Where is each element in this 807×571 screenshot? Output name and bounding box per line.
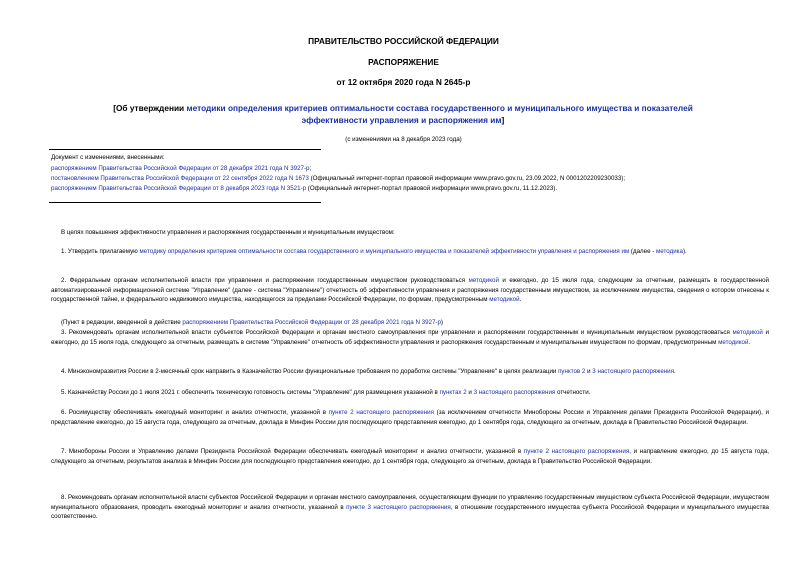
methodology-link[interactable]: методикой	[732, 329, 763, 336]
item-2-link[interactable]: пункте 2 настоящего распоряжения	[328, 409, 434, 416]
methodology-link[interactable]: методику определения критериев оптимальности состава государственного и муниципального имущества и показателей эффективности управления и распоряжения им	[139, 248, 630, 255]
government-title: ПРАВИТЕЛЬСТВО РОССИЙСКОЙ ФЕДЕРАЦИИ	[308, 36, 499, 46]
paragraph-2: 2. Федеральным органам исполнительной власти при управлении и распоряжении государственным имуществом руководствоваться методикой и ежегодно, до 15 июля года, следующим за отчетным, размещать в государственной автоматизированной информационной системе "Управление" (далее - система "Управление") отчетность об эффективности управления и распоряжения государственным имуществом, за исключением имущества, сведения о котором отнесены к государственной тайне, и федерального недвижимого имущества, находящегося за пределами Российской Федерации, по формам, предусмотренным методикой.	[51, 277, 769, 304]
methodology-link[interactable]: методикой	[718, 338, 749, 346]
methodology-link[interactable]: методикой	[489, 296, 520, 304]
changes-intro: Документ с изменениями, внесенными:	[51, 154, 165, 161]
paragraph-1: 1. Утвердить прилагаемую методику определения критериев оптимальности состава государственного и муниципального имущества и показателей эффективности управления и распоряжения им (далее - методика).	[61, 248, 687, 255]
item-2-link[interactable]: пунктов 2	[558, 368, 586, 375]
paragraph-6: 6. Росимуществу обеспечивать ежегодный мониторинг и анализ отчетности, указанной в пункте 2 настоящего распоряжения (за исключением отчетности Минобороны России и Управления делами Президента Российской Федерации), и представление ежегодно, до 15 августа года, следующего за отчетным, доклада в Минфин России для последующего представления ежегодно, до 1 сентября года, следующего за отчетным, доклада в Правительство Российской Федерации.	[51, 409, 769, 426]
document-type: РАСПОРЯЖЕНИЕ	[368, 57, 439, 67]
paragraph-5: 5. Казначейству России до 1 июля 2021 г. обеспечить техническую готовность системы "Управление" для размещения указанной в пунктах 2 и 3 настоящего распоряжения отчетности.	[61, 389, 591, 396]
paragraph-2-note: (Пункт в редакции, введенной в действие распоряжением Правительства Российской Федерации от 28 декабря 2021 года N 3927-р)	[61, 319, 443, 326]
preamble: В целях повышения эффективности управления и распоряжения государственным и муниципальным имуществом:	[61, 229, 395, 236]
document-subject	[80, 102, 726, 126]
item-3-link[interactable]: пункте 3 настоящего распоряжения	[346, 503, 451, 511]
amendment-link-2[interactable]: постановлением Правительства Российской Федерации от 22 сентября 2022 года N 1673	[51, 175, 309, 182]
amended-note: (с изменениями на 8 декабря 2023 года)	[345, 136, 462, 143]
changes-bottom-divider	[49, 202, 321, 203]
paragraph-4: 4. Минэкономразвития России в 2-месячный срок направить в Казначейство России функциональные требования по доработке системы "Управление" в целях реализации пунктов 2 и 3 настоящего распоряжения.	[61, 368, 676, 375]
item-2-link[interactable]: пунктах 2	[439, 389, 467, 396]
amendment-link-1[interactable]: распоряжением Правительства Российской Федерации от 28 декабря 2021 года N 3927-р	[51, 165, 310, 172]
subject-open: [Об утверждении	[113, 103, 187, 113]
item-3-link[interactable]: 3 настоящего распоряжения	[592, 368, 674, 375]
methodology-short-link[interactable]: методика	[656, 248, 683, 255]
item-2-link[interactable]: пункте 2 настоящего распоряжения	[523, 448, 630, 455]
item-3-link[interactable]: 3 настоящего распоряжения	[473, 389, 556, 396]
changes-item: распоряжением Правительства Российской Федерации от 8 декабря 2023 года N 3521-р (Официальный интернет-портал правовой информации www.pravo.gov.ru, 11.12.2023).	[51, 185, 558, 192]
amendment-link[interactable]: распоряжением Правительства Российской Федерации от 28 декабря 2021 года N 3927-р	[182, 319, 441, 326]
paragraph-8: 8. Рекомендовать органам исполнительной власти субъектов Российской Федерации и органам местного самоуправления, осуществляющим функции по управлению государственным имуществом субъекта Российской Федерации, имуществом муниципального образования, проводить ежегодный мониторинг и анализ отчетности, указанной в пункте 3 настоящего распоряжения, в отношении государственного имущества субъекта Российской Федерации и муниципального имущества соответственно.	[51, 494, 769, 521]
document-date-number: от 12 октября 2020 года N 2645-р	[336, 77, 471, 87]
changes-top-divider	[49, 149, 321, 150]
methodology-link[interactable]: методикой	[468, 277, 499, 284]
subject-close: ]	[501, 115, 505, 125]
subject-methodology-link[interactable]: методики определения критериев оптимальности состава государственного и муниципального имущества и показателей эффективности управления и распоряжения им	[186, 103, 693, 125]
paragraph-7: 7. Минобороны России и Управлению делами Президента Российской Федерации обеспечивать ежегодный мониторинг и анализ отчетности, указанной в пункте 2 настоящего распоряжения, и направление ежегодно, до 15 августа года, следующего за отчетным, результатов анализа в Минфин России для последующего представления ежегодно, до 1 сентября года, следующего за отчетным, доклада в Правительство Российской Федерации.	[51, 448, 769, 465]
amendment-link-3[interactable]: распоряжением Правительства Российской Федерации от 8 декабря 2023 года N 3521-р	[51, 185, 307, 192]
paragraph-3: 3. Рекомендовать органам исполнительной власти субъектов Российской Федерации и органам местного самоуправления при управлении и распоряжении государственным и муниципальным имуществом руководствоваться методикой и ежегодно, до 15 июля года, следующего за отчетным, размещать в системе "Управление" отчетность об эффективности управления и распоряжения государственным и муниципальным имуществом по формам, предусмотренным методикой.	[51, 329, 769, 346]
changes-item: постановлением Правительства Российской Федерации от 22 сентября 2022 года N 1673 (Официальный интернет-портал правовой информации www.pravo.gov.ru, 23.09.2022, N 0001202209230033);	[51, 175, 626, 182]
changes-item: распоряжением Правительства Российской Федерации от 28 декабря 2021 года N 3927-р;	[51, 165, 312, 172]
